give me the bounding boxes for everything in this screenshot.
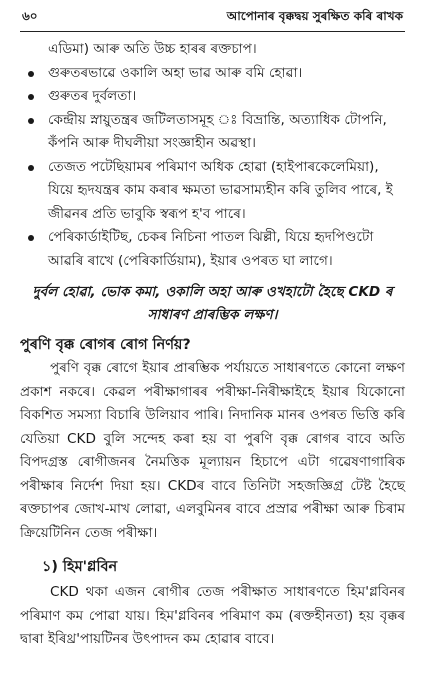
list-item bbox=[20, 226, 405, 273]
emphasis-callout: দুৰ্বল হোৱা, ভোক কমা, ওকালি অহা আৰু ওখহাটো হৈছে CKD ৰ সাধাৰণ প্ৰাৰম্ভিক লক্ষণ। bbox=[32, 284, 393, 323]
list-item-text: পেৰিকাৰ্ডাইটিছ, চেকৰ নিচিনা পাতল ঝিল্লী, যিয়ে হৃদপিণ্ডটো আৱৰি ৰাখে (পেৰিকাৰ্ডিয়াম), ইয়াৰ ওপৰত ঘা লাগে। bbox=[48, 229, 374, 269]
list-item-text: গুৰুতৰভাৱে ওকালি অহা ভাৱ আৰু বমি হোৱা। bbox=[48, 64, 303, 81]
bullet-icon bbox=[28, 94, 34, 100]
body-paragraph: পুৰণি বৃক্ক ৰোগে ইয়াৰ প্ৰাৰম্ভিক পৰ্যায়তে সাধাৰণতে কোনো লক্ষণ প্ৰকাশ নকৰে। কেৱল পৰীক্ষাগাৰৰ পৰীক্ষা-নিৰীক্ষাইহে ইয়াৰ যিকোনো বিকশিত সমস্যা বিচাৰি উলিয়াব পাৰি। নিদানিক মানৰ ওপৰত ভিত্তি কৰি যেতিয়া CKD বুলি সন্দেহ কৰা হয় বা পুৰণি বৃক্ক ৰোগৰ বাবে অতি বিপদগ্ৰস্ত ৰোগীজনৰ নৈমত্তিক মূল্যায়ন হিচাপে এটা গৱেষণাগাৰিক পৰীক্ষাৰ নিৰ্দেশ দিয়া হয়। CKDৰ বাবে তিনিটা সহজজ্ঞিগ্ৰ টেষ্ট হৈছে ৰক্তচাপৰ জোখ-মাখ লোৱা, এলবুমিনৰ বাবে প্ৰস্ৰাৱ পৰীক্ষা আৰু চিৰাম ক্ৰিয়েটিনিন তেজ পৰীক্ষা। bbox=[20, 360, 405, 541]
continued-text: এডিমা) আৰু অতি উচ্চ হাৰৰ ৰক্তচাপ। bbox=[48, 41, 257, 57]
list-item bbox=[20, 109, 405, 156]
page-number: ৬০ bbox=[22, 9, 38, 23]
section-heading: পুৰণি বৃক্ক ৰোগৰ ৰোগ নিৰ্ণয়? bbox=[20, 337, 191, 353]
list-item-text: তেজত পটেছিয়ামৰ পৰিমাণ অধিক হোৱা (হাইপাৰকেলেমিয়া), যিয়ে হৃদযন্ত্ৰৰ কাম কৰাৰ ক্ষমতা ভাৱসাম্যহীন কৰি তুলিব পাৰে, ই জীৱনৰ প্ৰতি ভাবুকি স্বৰূপ হ'ব পাৰে। bbox=[48, 158, 393, 222]
symptom-list bbox=[20, 62, 405, 274]
bullet-icon bbox=[28, 71, 34, 77]
page-header bbox=[20, 8, 405, 32]
bullet-icon bbox=[28, 165, 34, 171]
body-paragraph: CKD থকা এজন ৰোগীৰ তেজ পৰীক্ষাত সাধাৰণতে হিম'গ্লবিনৰ পৰিমাণ কম পোৱা যায়। হিম'গ্লবিনৰ পৰিমাণ কম (ৰক্তহীনতা) হয় বৃক্কৰ দ্বাৰা ইৰিথ্ৰ'পায়টিনৰ উৎপাদন কম হোৱাৰ বাবে। bbox=[20, 584, 405, 647]
subsection-heading: ১) হিম'গ্লবিন bbox=[42, 559, 118, 575]
list-item bbox=[20, 85, 405, 109]
list-item bbox=[20, 156, 405, 227]
list-item bbox=[20, 62, 405, 86]
running-title: আপোনাৰ বৃক্কদ্বয় সুৰক্ষিত কৰি ৰাখক bbox=[226, 9, 403, 23]
page-body bbox=[20, 38, 405, 652]
bullet-icon bbox=[28, 118, 34, 124]
list-item-text: কেন্দ্ৰীয় স্নায়ুতন্ত্ৰৰ জটিলতাসমূহ ঃ বিভ্ৰান্তি, অত্যাধিক টোপনি, কঁপনি আৰু দীঘলীয়া সংজ্ঞাহীন অৱস্থা। bbox=[48, 111, 387, 151]
list-item-text: গুৰুতৰ দুৰ্বলতা। bbox=[48, 88, 137, 104]
bullet-icon bbox=[28, 235, 34, 241]
